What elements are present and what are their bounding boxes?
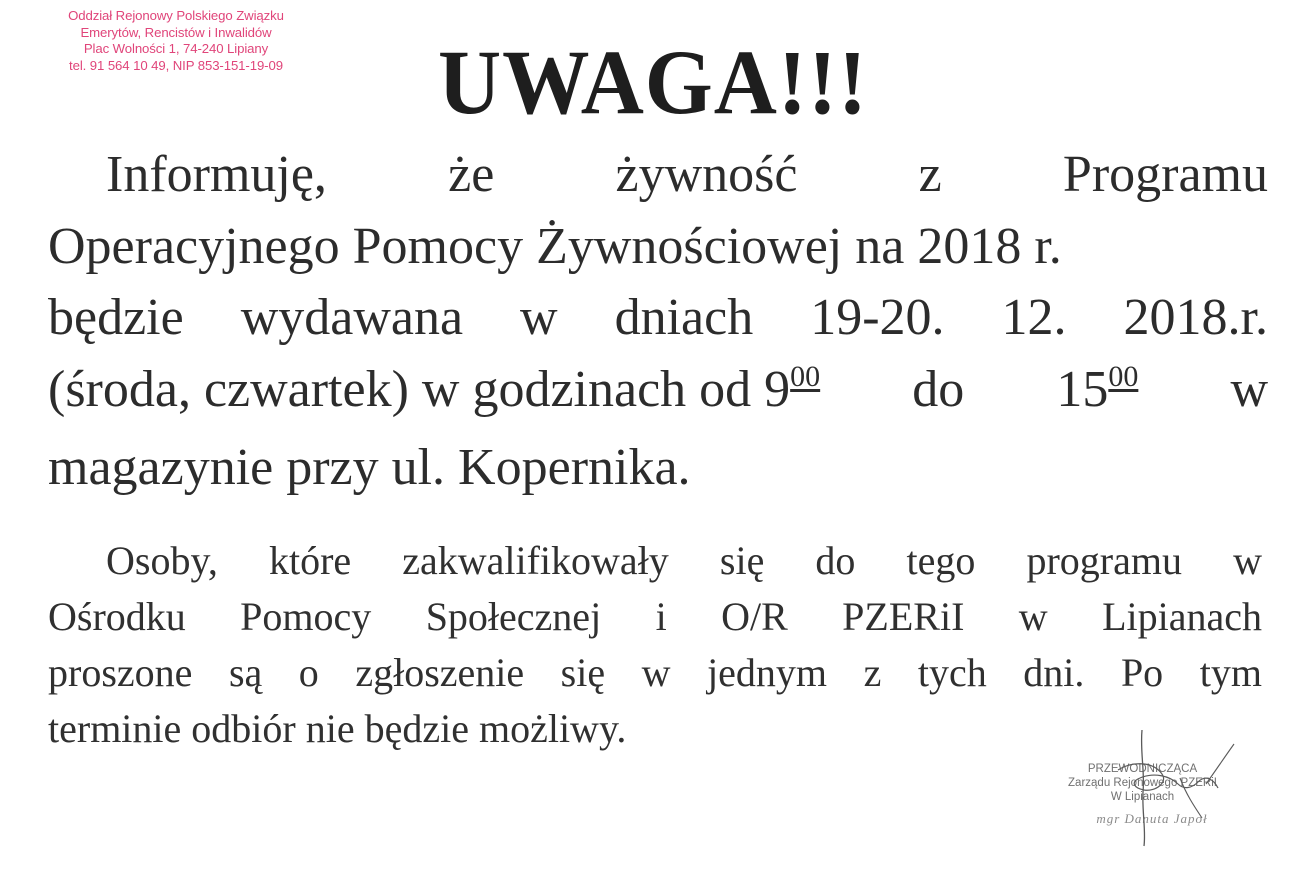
word: O/R: [721, 594, 788, 639]
word: w: [1233, 538, 1262, 583]
announcement-line-4: [48, 354, 1268, 433]
word: tego: [906, 538, 976, 583]
word: Programu: [1062, 146, 1268, 203]
word: zakwalifikowały: [402, 538, 669, 583]
word: dniach: [614, 289, 754, 346]
word: że: [448, 146, 495, 203]
notice-line-1: [48, 533, 1262, 589]
organization-stamp: [40, 8, 312, 74]
hours-end-segment: [1056, 354, 1138, 433]
word: 12.: [1001, 289, 1067, 346]
announcement-line-3: [48, 282, 1268, 354]
hours-end-text: 15: [1056, 360, 1109, 418]
signature-name: mgr Danuta Japoł: [1096, 811, 1208, 826]
stamp-line: Oddział Rejonowy Polskiego Związku: [68, 8, 284, 23]
time-end-superscript: 00: [1108, 359, 1139, 393]
word: tych: [917, 650, 987, 695]
hours-text: (środa, czwartek) w godzinach od 9: [48, 360, 791, 418]
word: Osoby,: [106, 538, 218, 583]
word: w: [1230, 360, 1268, 418]
word: do: [912, 360, 965, 418]
word: i: [655, 594, 667, 639]
word: programu: [1026, 538, 1182, 583]
word: Społecznej: [425, 594, 602, 639]
time-start-superscript: 00: [790, 359, 821, 393]
hours-segment: [48, 354, 820, 433]
word: zgłoszenie: [355, 650, 525, 695]
word: Informuję,: [106, 146, 327, 203]
word: z: [918, 146, 942, 203]
word: są: [228, 650, 263, 695]
signature-line: Zarządu Rejonowego PZERiI: [1068, 777, 1217, 789]
word: jednym: [707, 650, 828, 695]
word: w: [1018, 594, 1048, 639]
stamp-line: Plac Wolności 1, 74-240 Lipiany: [83, 41, 269, 56]
notice-line-4: terminie odbiór nie będzie możliwy.: [48, 706, 627, 751]
word: tym: [1199, 650, 1262, 695]
word: 2018.r.: [1123, 289, 1268, 346]
word: w: [520, 289, 558, 346]
word: będzie: [48, 289, 184, 346]
page-title: UWAGA!!!: [438, 31, 868, 133]
word: Pomocy: [240, 594, 372, 639]
signature-stamp: [1030, 722, 1255, 847]
word: PZERiI: [842, 594, 965, 639]
signature-line: PRZEWODNICZĄCA: [1087, 763, 1198, 775]
stamp-line: Emerytów, Rencistów i Inwalidów: [80, 24, 272, 40]
word: dni.: [1023, 650, 1085, 695]
word: Ośrodku: [48, 594, 186, 639]
announcement-line-1: [48, 139, 1268, 211]
word: wydawana: [240, 289, 464, 346]
word: o: [298, 650, 319, 695]
announcement-paragraph: [48, 139, 1268, 504]
word: 19-20.: [810, 289, 945, 346]
handwritten-signature-icon: [1030, 722, 1255, 847]
word: Po: [1120, 650, 1164, 695]
word: się: [560, 650, 606, 695]
signature-line: W Lipianach: [1110, 791, 1175, 803]
word: żywność: [615, 146, 798, 203]
word: które: [268, 538, 352, 583]
word: proszone: [48, 650, 193, 695]
word: z: [863, 650, 882, 695]
notice-line-3: [48, 645, 1262, 701]
word: Lipianach: [1102, 594, 1262, 639]
announcement-line-2: Operacyjnego Pomocy Żywnościowej na 2018 r.: [48, 217, 1062, 275]
word: w: [641, 650, 671, 695]
announcement-line-5: magazynie przy ul. Kopernika.: [48, 439, 691, 496]
stamp-line: tel. 91 564 10 49, NIP 853-151-19-09: [69, 57, 283, 73]
word: do: [815, 538, 856, 583]
word: się: [719, 538, 765, 583]
notice-line-2: [48, 589, 1262, 645]
